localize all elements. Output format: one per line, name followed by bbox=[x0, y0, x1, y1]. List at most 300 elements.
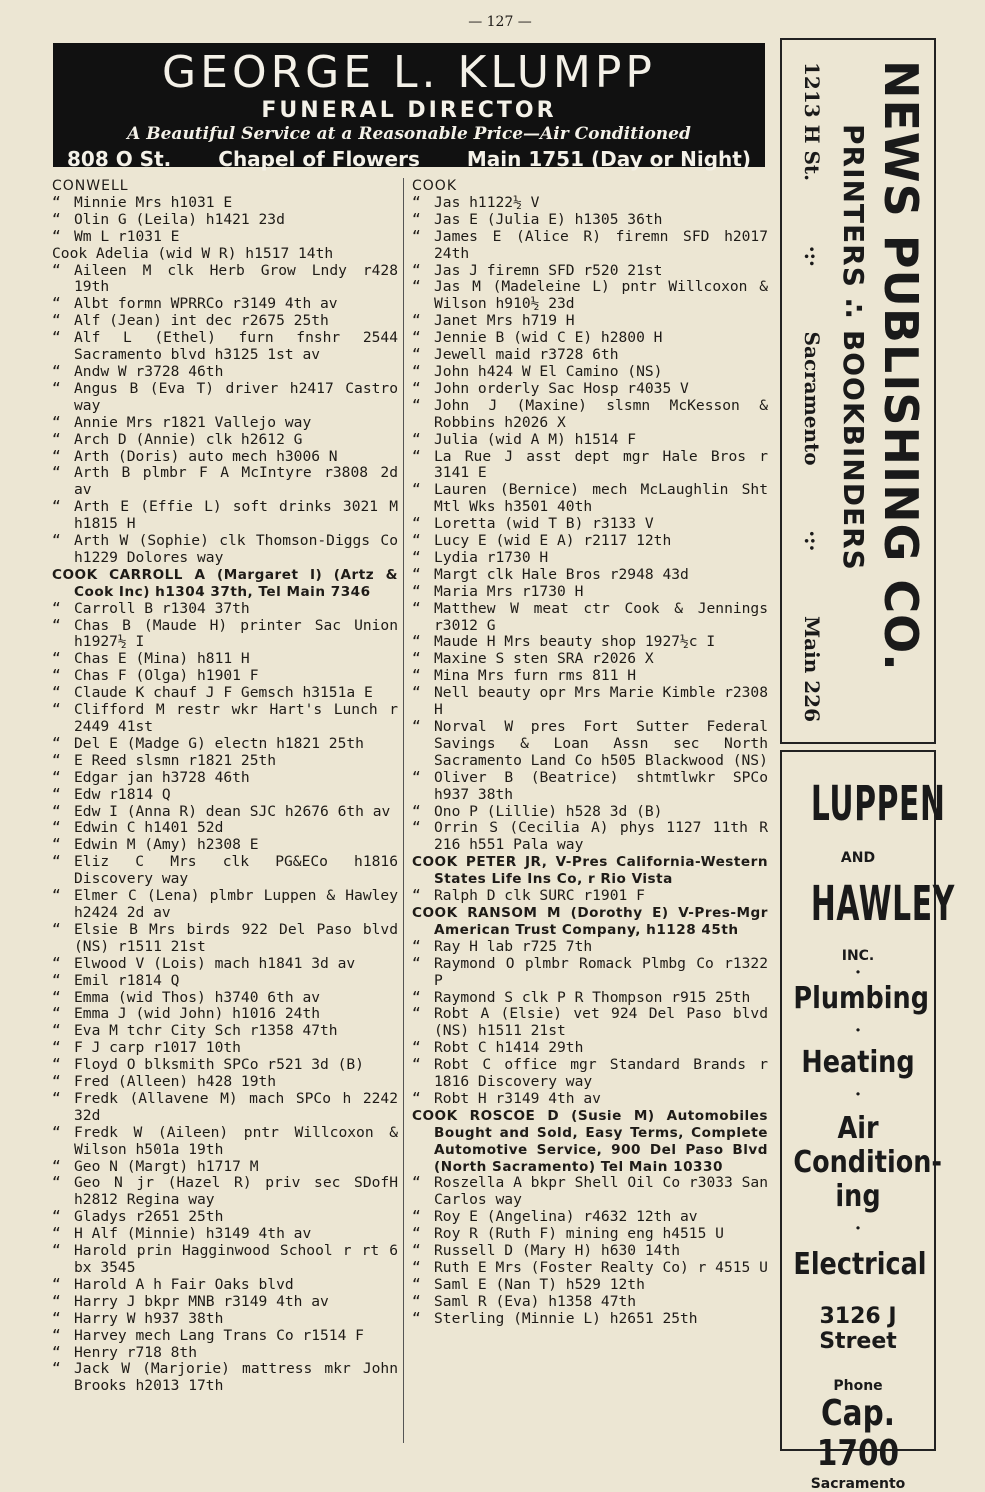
listing-entry bbox=[52, 1040, 398, 1057]
ditto-mark: “ bbox=[52, 887, 61, 905]
entry-text: Maxine S sten SRA r2026 X bbox=[434, 650, 654, 668]
ditto-mark: “ bbox=[52, 1022, 61, 1040]
listing-entry bbox=[52, 956, 398, 973]
listing-entry bbox=[52, 1294, 398, 1311]
entry-text: Saml E (Nan T) h529 12th bbox=[434, 1275, 645, 1293]
entry-text: Edgar jan h3728 46th bbox=[74, 768, 250, 786]
entry-text: Eliz C Mrs clk PG&ECo h1816 Discovery way bbox=[74, 853, 398, 888]
ditto-mark: “ bbox=[52, 802, 61, 820]
ad-address: 808 O St. bbox=[67, 147, 172, 171]
ditto-mark: “ bbox=[412, 261, 421, 279]
luppen-and: AND bbox=[840, 850, 876, 866]
entry-text: Janet Mrs h719 H bbox=[434, 312, 575, 330]
listing-entry bbox=[52, 1006, 398, 1023]
ad-contact-line bbox=[53, 145, 765, 173]
bold-listing-entry: COOK RANSOM M (Dorothy E) V-Pres-Mgr American Trust Company, h1128 45th bbox=[412, 904, 768, 938]
entry-text: Lauren (Bernice) mech McLaughlin Sht Mtl Wks h3501 40th bbox=[434, 481, 768, 516]
listing-entry bbox=[52, 770, 398, 787]
listing-entry bbox=[52, 618, 398, 652]
ditto-mark: “ bbox=[52, 379, 61, 397]
ditto-mark: “ bbox=[412, 447, 421, 465]
entry-text: Julia (wid A M) h1514 F bbox=[434, 430, 637, 448]
ditto-mark: “ bbox=[412, 1174, 421, 1192]
ditto-mark: “ bbox=[52, 295, 61, 313]
listing-entry bbox=[52, 804, 398, 821]
listing-entry bbox=[52, 685, 398, 702]
ditto-mark: “ bbox=[412, 802, 421, 820]
ditto-mark: “ bbox=[412, 1208, 421, 1226]
ditto-mark: “ bbox=[52, 1073, 61, 1091]
bullet-icon: · bbox=[854, 1020, 862, 1041]
ditto-mark: “ bbox=[52, 1242, 61, 1260]
ditto-mark: “ bbox=[412, 684, 421, 702]
listing-entry bbox=[412, 567, 768, 584]
listing-entry bbox=[412, 651, 768, 668]
ditto-mark: “ bbox=[412, 1225, 421, 1243]
listing-entry bbox=[52, 432, 398, 449]
listing-entry bbox=[412, 719, 768, 770]
ditto-mark: “ bbox=[52, 954, 61, 972]
entry-text: Geo N (Margt) h1717 M bbox=[74, 1157, 259, 1175]
entry-text: Arth W (Sophie) clk Thomson-Diggs Co h1229 Dolores way bbox=[74, 532, 398, 566]
ditto-mark: “ bbox=[52, 971, 61, 989]
ditto-mark: “ bbox=[412, 667, 421, 685]
ditto-mark: “ bbox=[52, 853, 61, 871]
entry-text: Chas E (Mina) h811 H bbox=[74, 650, 250, 668]
entry-text: Eva M tchr City Sch r1358 47th bbox=[74, 1022, 338, 1040]
ditto-mark: “ bbox=[52, 1123, 61, 1141]
entry-text: Roszella A bkpr Shell Oil Co r3033 San Carlos way bbox=[434, 1174, 768, 1209]
entry-text: Maria Mrs r1730 H bbox=[434, 582, 584, 600]
listing-entry bbox=[412, 533, 768, 550]
entry-text: James E (Alice R) firemn SFD h2017 24th bbox=[434, 227, 768, 262]
ditto-mark: “ bbox=[412, 1039, 421, 1057]
entry-text: Norval W pres Fort Sutter Federal Savings & Loan Assn sec North Sacramento Land Co h505 Blackwood (NS) bbox=[434, 718, 768, 769]
entry-text: Edwin M (Amy) h2308 E bbox=[74, 836, 259, 854]
ditto-mark: “ bbox=[412, 954, 421, 972]
listing-entry bbox=[412, 550, 768, 567]
ditto-mark: “ bbox=[412, 329, 421, 347]
listing-entry bbox=[412, 1209, 768, 1226]
entry-text: Ruth E Mrs (Foster Realty Co) r 4515 U bbox=[434, 1259, 768, 1276]
listing-entry bbox=[412, 347, 768, 364]
ditto-mark: “ bbox=[412, 227, 421, 245]
funeral-director-ad bbox=[53, 43, 765, 171]
ad-chapel: Chapel of Flowers bbox=[218, 147, 420, 171]
listing-entry bbox=[412, 1175, 768, 1209]
listing-entry bbox=[52, 973, 398, 990]
luppen-name-2: HAWLEY bbox=[810, 876, 955, 932]
entry-text: Jack W (Marjorie) mattress mkr John Brooks h2013 17th bbox=[74, 1360, 398, 1395]
listing-entry bbox=[52, 364, 398, 381]
ditto-mark: “ bbox=[52, 362, 61, 380]
entry-text: Andw W r3728 46th bbox=[74, 362, 224, 380]
listing-entry bbox=[412, 381, 768, 398]
listing-entry bbox=[412, 888, 768, 905]
listing-entry bbox=[412, 584, 768, 601]
listing-entry bbox=[52, 854, 398, 888]
entry-text: Elwood V (Lois) mach h1841 3d av bbox=[74, 954, 356, 972]
ditto-mark: “ bbox=[52, 768, 61, 786]
entry-text: Lucy E (wid E A) r2117 12th bbox=[434, 532, 672, 550]
entry-text: Roy E (Angelina) r4632 12th av bbox=[434, 1208, 698, 1226]
ditto-mark: “ bbox=[52, 210, 61, 228]
news-address: 1213 H St. bbox=[800, 62, 824, 182]
entry-text: Emma (wid Thos) h3740 6th av bbox=[74, 988, 321, 1006]
luppen-service-electrical: Electrical bbox=[793, 1247, 927, 1282]
listing-entry bbox=[52, 837, 398, 854]
listing-entry bbox=[412, 1091, 768, 1108]
listing-entry bbox=[412, 263, 768, 280]
news-separator-1: ·:· bbox=[800, 245, 824, 267]
ditto-mark: “ bbox=[52, 836, 61, 854]
ditto-mark: “ bbox=[52, 616, 61, 634]
listing-entry bbox=[52, 702, 398, 736]
entry-text: Elsie B Mrs birds 922 Del Paso blvd (NS) r1511 21st bbox=[74, 920, 398, 955]
news-separator-2: ·:· bbox=[800, 530, 824, 552]
news-services: PRINTERS ∴ BOOKBINDERS bbox=[837, 124, 870, 571]
entry-text: Robt H r3149 4th av bbox=[434, 1089, 601, 1107]
luppen-service-plumbing: Plumbing bbox=[793, 981, 929, 1016]
entry-text: Angus B (Eva T) driver h2417 Castro way bbox=[74, 379, 398, 414]
entry-text: Oliver B (Beatrice) shtmtlwkr SPCo h937 38th bbox=[434, 768, 768, 803]
news-company-name: NEWS PUBLISHING CO. bbox=[874, 60, 928, 672]
listing-entry bbox=[52, 1125, 398, 1159]
ditto-mark: “ bbox=[52, 650, 61, 668]
ditto-mark: “ bbox=[52, 329, 61, 347]
ditto-mark: “ bbox=[52, 498, 61, 516]
ditto-mark: “ bbox=[412, 312, 421, 330]
ditto-mark: “ bbox=[52, 1292, 61, 1310]
entry-text: Chas F (Olga) h1901 F bbox=[74, 667, 259, 685]
entry-text: Wm L r1031 E bbox=[74, 227, 180, 245]
listing-entry bbox=[52, 415, 398, 432]
bullet-icon: · bbox=[854, 1218, 862, 1239]
listing-entry bbox=[412, 770, 768, 804]
ditto-mark: “ bbox=[52, 1360, 61, 1378]
listing-entry bbox=[412, 432, 768, 449]
ditto-mark: “ bbox=[412, 582, 421, 600]
entry-text: Harry J bkpr MNB r3149 4th av bbox=[74, 1292, 329, 1310]
luppen-inc: INC. bbox=[841, 948, 875, 964]
entry-text: Edw r1814 Q bbox=[74, 785, 171, 803]
listing-entry bbox=[412, 1057, 768, 1091]
ditto-mark: “ bbox=[52, 599, 61, 617]
listing-entry bbox=[52, 1175, 398, 1209]
ditto-mark: “ bbox=[52, 751, 61, 769]
listing-entry bbox=[412, 313, 768, 330]
listing-entry bbox=[52, 753, 398, 770]
listing-entry bbox=[412, 279, 768, 313]
listing-entry bbox=[412, 1260, 768, 1277]
entry-text: Claude K chauf J F Gemsch h3151a E bbox=[74, 684, 373, 702]
entry-text: Geo N jr (Hazel R) priv sec SDofH h2812 Regina way bbox=[74, 1174, 398, 1209]
news-contact-line bbox=[800, 62, 824, 722]
ditto-mark: “ bbox=[412, 1292, 421, 1310]
luppen-city: Sacramento bbox=[810, 1476, 906, 1492]
entry-text: Arch D (Annie) clk h2612 G bbox=[74, 430, 303, 448]
luppen-street: 3126 J Street bbox=[819, 1304, 897, 1354]
ditto-mark: “ bbox=[412, 362, 421, 380]
ditto-mark: “ bbox=[412, 278, 421, 296]
entry-text: Robt C office mgr Standard Brands r 1816 Discovery way bbox=[434, 1056, 768, 1091]
listing-entry bbox=[412, 482, 768, 516]
news-publishing-ad bbox=[780, 38, 936, 744]
listing-entry bbox=[52, 499, 398, 533]
ditto-mark: “ bbox=[412, 718, 421, 735]
ditto-mark: “ bbox=[412, 379, 421, 397]
ditto-mark: “ bbox=[412, 988, 421, 1006]
entry-text: Sterling (Minnie L) h2651 25th bbox=[434, 1309, 698, 1327]
entry-text: Aileen M clk Herb Grow Lndy r428 19th bbox=[74, 261, 398, 296]
ditto-mark: “ bbox=[412, 481, 421, 499]
entry-text: Floyd O blksmith SPCo r521 3d (B) bbox=[74, 1056, 364, 1074]
ditto-mark: “ bbox=[52, 1225, 61, 1243]
section-heading: COOK bbox=[412, 178, 457, 194]
entry-text: Jennie B (wid C E) h2800 H bbox=[434, 329, 663, 347]
listing-entry bbox=[412, 1226, 768, 1243]
listing-entry bbox=[52, 922, 398, 956]
listing-entry bbox=[412, 330, 768, 347]
entry-text: Alf (Jean) int dec r2675 25th bbox=[74, 312, 329, 330]
ditto-mark: “ bbox=[52, 193, 61, 211]
listing-entry bbox=[52, 668, 398, 685]
entry-text: Del E (Madge G) electn h1821 25th bbox=[74, 734, 364, 752]
ditto-mark: “ bbox=[412, 210, 421, 228]
ditto-mark: “ bbox=[412, 599, 421, 617]
entry-text: Lydia r1730 H bbox=[434, 548, 549, 566]
entry-text: Orrin S (Cecilia A) phys 1127 11th R 216 h551 Pala way bbox=[434, 819, 768, 854]
ditto-mark: “ bbox=[52, 1174, 61, 1192]
listing-entry bbox=[52, 195, 398, 212]
entry-text: Albt formn WPRRCo r3149 4th av bbox=[74, 295, 338, 313]
listing-entry bbox=[52, 533, 398, 567]
luppen-phone: Cap. 1700 bbox=[816, 1393, 900, 1474]
ditto-mark: “ bbox=[52, 532, 61, 550]
entry-text: Saml R (Eva) h1358 47th bbox=[434, 1292, 637, 1310]
entry-text: Nell beauty opr Mrs Marie Kimble r2308 H bbox=[434, 684, 768, 719]
ditto-mark: “ bbox=[412, 1309, 421, 1327]
listing-column-right bbox=[412, 178, 768, 1328]
entry-text: Matthew W meat ctr Cook & Jennings r3012 G bbox=[434, 599, 768, 634]
entry-text: Harold A h Fair Oaks blvd bbox=[74, 1275, 294, 1293]
entry-text: Jas M (Madeleine L) pntr Willcoxon & Wilson h910½ 23d bbox=[434, 278, 768, 313]
ditto-mark: “ bbox=[412, 548, 421, 566]
listing-entry bbox=[412, 195, 768, 212]
listing-entry bbox=[52, 1328, 398, 1345]
listing-entry bbox=[412, 1243, 768, 1260]
ditto-mark: “ bbox=[52, 1005, 61, 1023]
listing-entry bbox=[52, 381, 398, 415]
ditto-mark: “ bbox=[412, 193, 421, 211]
listing-entry bbox=[52, 263, 398, 297]
entry-text: Emil r1814 Q bbox=[74, 971, 180, 989]
entry-text: Fredk W (Aileen) pntr Willcoxon & Wilson h501a 19th bbox=[74, 1123, 398, 1158]
listing-entry bbox=[52, 1091, 398, 1125]
listing-entry bbox=[412, 939, 768, 956]
entry-text: Mina Mrs furn rms 811 H bbox=[434, 667, 637, 685]
listing-entry bbox=[412, 820, 768, 854]
entry-text: Russell D (Mary H) h630 14th bbox=[434, 1242, 681, 1260]
entry-text: Roy R (Ruth F) mining eng h4515 U bbox=[434, 1225, 724, 1243]
ditto-mark: “ bbox=[52, 413, 61, 431]
entry-text: Elmer C (Lena) plmbr Luppen & Hawley h2424 2d av bbox=[74, 887, 398, 921]
listing-entry bbox=[52, 888, 398, 922]
ad-business-name: GEORGE L. KLUMPP bbox=[162, 47, 656, 98]
news-phone: Main 226 bbox=[800, 616, 824, 722]
ditto-mark: “ bbox=[52, 1275, 61, 1293]
listing-entry bbox=[412, 229, 768, 263]
listing-entry bbox=[52, 449, 398, 466]
ditto-mark: “ bbox=[52, 785, 61, 803]
ditto-mark: “ bbox=[52, 1056, 61, 1074]
entry-text: Harry W h937 38th bbox=[74, 1309, 224, 1327]
entry-text: Loretta (wid T B) r3133 V bbox=[434, 515, 654, 533]
ditto-mark: “ bbox=[412, 515, 421, 533]
entry-text: Jas J firemn SFD r520 21st bbox=[434, 261, 663, 279]
listing-entry bbox=[52, 1345, 398, 1362]
ditto-mark: “ bbox=[52, 684, 61, 702]
ditto-mark: “ bbox=[412, 1056, 421, 1074]
ditto-mark: “ bbox=[412, 633, 421, 651]
ditto-mark: “ bbox=[412, 1275, 421, 1293]
listing-entry bbox=[52, 330, 398, 364]
entry-text: Raymond S clk P R Thompson r915 25th bbox=[434, 988, 751, 1006]
ditto-mark: “ bbox=[52, 1326, 61, 1344]
entry-text: Edwin C h1401 52d bbox=[74, 819, 224, 837]
entry-text: Arth (Doris) auto mech h3006 N bbox=[74, 447, 338, 465]
entry-text: Harvey mech Lang Trans Co r1514 F bbox=[74, 1326, 364, 1344]
bullet-icon: · bbox=[854, 1084, 862, 1105]
ditto-mark: “ bbox=[412, 565, 421, 583]
ditto-mark: “ bbox=[52, 312, 61, 330]
ad-tagline: A Beautiful Service at a Reasonable Price—Air Conditioned bbox=[127, 124, 691, 144]
entry-text: Margt clk Hale Bros r2948 43d bbox=[434, 565, 689, 583]
listing-entry bbox=[412, 990, 768, 1007]
entry-text: Olin G (Leila) h1421 23d bbox=[74, 210, 285, 228]
listing-entry bbox=[412, 1294, 768, 1311]
listing-entry bbox=[52, 1159, 398, 1176]
listing-entry bbox=[52, 736, 398, 753]
entry-text: Ralph D clk SURC r1901 F bbox=[434, 887, 645, 905]
listing-entry bbox=[52, 1361, 398, 1395]
listing-entry bbox=[412, 1277, 768, 1294]
listing-entry bbox=[52, 1226, 398, 1243]
listing-entry bbox=[52, 296, 398, 313]
listing-entry bbox=[412, 1311, 768, 1328]
listing-entry bbox=[412, 364, 768, 381]
ditto-mark: “ bbox=[52, 261, 61, 279]
entry-text: Clifford M restr wkr Hart's Lunch r 2449 41st bbox=[74, 701, 398, 735]
entry-text: John h424 W El Camino (NS) bbox=[434, 362, 663, 380]
listing-entry bbox=[52, 212, 398, 229]
ditto-mark: “ bbox=[52, 667, 61, 685]
ditto-mark: “ bbox=[412, 768, 421, 786]
entry-text: Raymond O plmbr Romack Plmbg Co r1322 P bbox=[434, 954, 768, 989]
ditto-mark: “ bbox=[412, 1242, 421, 1260]
listing-entry bbox=[52, 651, 398, 668]
entry-text: Jas E (Julia E) h1305 36th bbox=[434, 210, 663, 228]
ditto-mark: “ bbox=[412, 1259, 421, 1276]
ditto-mark: “ bbox=[412, 1005, 421, 1023]
listing-entry bbox=[412, 212, 768, 229]
ad-business-title: FUNERAL DIRECTOR bbox=[261, 98, 557, 123]
entry-text: Henry r718 8th bbox=[74, 1343, 198, 1361]
entry-text: Emma J (wid John) h1016 24th bbox=[74, 1005, 321, 1023]
listing-entry bbox=[52, 313, 398, 330]
listing-entry: Cook Adelia (wid W R) h1517 14th bbox=[52, 244, 334, 262]
ditto-mark: “ bbox=[52, 1208, 61, 1226]
entry-text: Fredk (Allavene M) mach SPCo h 2242 32d bbox=[74, 1089, 398, 1124]
listing-entry bbox=[412, 516, 768, 533]
listing-entry bbox=[412, 398, 768, 432]
entry-text: La Rue J asst dept mgr Hale Bros r 3141 E bbox=[434, 447, 768, 482]
listing-entry bbox=[412, 601, 768, 635]
listing-entry bbox=[412, 804, 768, 821]
ditto-mark: “ bbox=[412, 396, 421, 414]
luppen-service-heating: Heating bbox=[801, 1045, 915, 1080]
entry-text: Fred (Alleen) h428 19th bbox=[74, 1073, 277, 1091]
ditto-mark: “ bbox=[52, 819, 61, 837]
ditto-mark: “ bbox=[412, 937, 421, 955]
listing-entry bbox=[412, 1040, 768, 1057]
entry-text: Alf L (Ethel) furn fnshr 2544 Sacramento blvd h3125 1st av bbox=[74, 329, 398, 364]
entry-text: E Reed slsmn r1821 25th bbox=[74, 751, 277, 769]
entry-text: Robt C h1414 29th bbox=[434, 1039, 584, 1057]
ditto-mark: “ bbox=[412, 532, 421, 550]
listing-entry bbox=[412, 1006, 768, 1040]
ditto-mark: “ bbox=[412, 819, 421, 837]
listing-entry bbox=[52, 229, 398, 246]
listing-entry bbox=[412, 685, 768, 719]
entry-text: F J carp r1017 10th bbox=[74, 1039, 241, 1057]
ditto-mark: “ bbox=[412, 1089, 421, 1107]
bold-listing-entry: COOK PETER JR, V-Pres California-Western States Life Ins Co, r Rio Vista bbox=[412, 854, 768, 888]
entry-text: John J (Maxine) slsmn McKesson & Robbins h2026 X bbox=[434, 396, 768, 431]
ditto-mark: “ bbox=[52, 920, 61, 938]
ditto-mark: “ bbox=[412, 346, 421, 364]
luppen-phone-label: Phone bbox=[833, 1378, 883, 1394]
listing-entry bbox=[52, 1243, 398, 1277]
listing-entry bbox=[412, 956, 768, 990]
ditto-mark: “ bbox=[412, 887, 421, 905]
entry-text: Harold prin Hagginwood School r rt 6 bx 3545 bbox=[74, 1242, 398, 1276]
listing-entry bbox=[52, 1277, 398, 1294]
ditto-mark: “ bbox=[52, 734, 61, 752]
bold-listing-entry: COOK CARROLL A (Margaret I) (Artz & Cook Inc) h1304 37th, Tel Main 7346 bbox=[52, 566, 398, 600]
ditto-mark: “ bbox=[52, 988, 61, 1006]
listing-entry bbox=[52, 990, 398, 1007]
ditto-mark: “ bbox=[52, 1343, 61, 1361]
ditto-mark: “ bbox=[52, 1089, 61, 1107]
entry-text: Robt A (Elsie) vet 924 Del Paso blvd (NS) h1511 21st bbox=[434, 1005, 768, 1040]
entry-text: Arth E (Effie L) soft drinks 3021 M h1815 H bbox=[74, 498, 398, 533]
ad-phone: Main 1751 (Day or Night) bbox=[466, 147, 751, 171]
entry-text: H Alf (Minnie) h3149 4th av bbox=[74, 1225, 312, 1243]
luppen-service-air: Air Condition-ing bbox=[793, 1111, 942, 1214]
entry-text: Chas B (Maude H) printer Sac Union h1927½ I bbox=[74, 616, 398, 651]
listing-entry bbox=[52, 820, 398, 837]
section-heading: CONWELL bbox=[52, 178, 129, 194]
page-number: — 127 — bbox=[468, 14, 532, 30]
listing-entry bbox=[52, 1074, 398, 1091]
listing-entry bbox=[52, 1311, 398, 1328]
entry-text: Carroll B r1304 37th bbox=[74, 599, 250, 617]
entry-text: Annie Mrs r1821 Vallejo way bbox=[74, 413, 312, 431]
listing-entry bbox=[52, 465, 398, 499]
ditto-mark: “ bbox=[412, 430, 421, 448]
column-divider bbox=[403, 178, 404, 1443]
